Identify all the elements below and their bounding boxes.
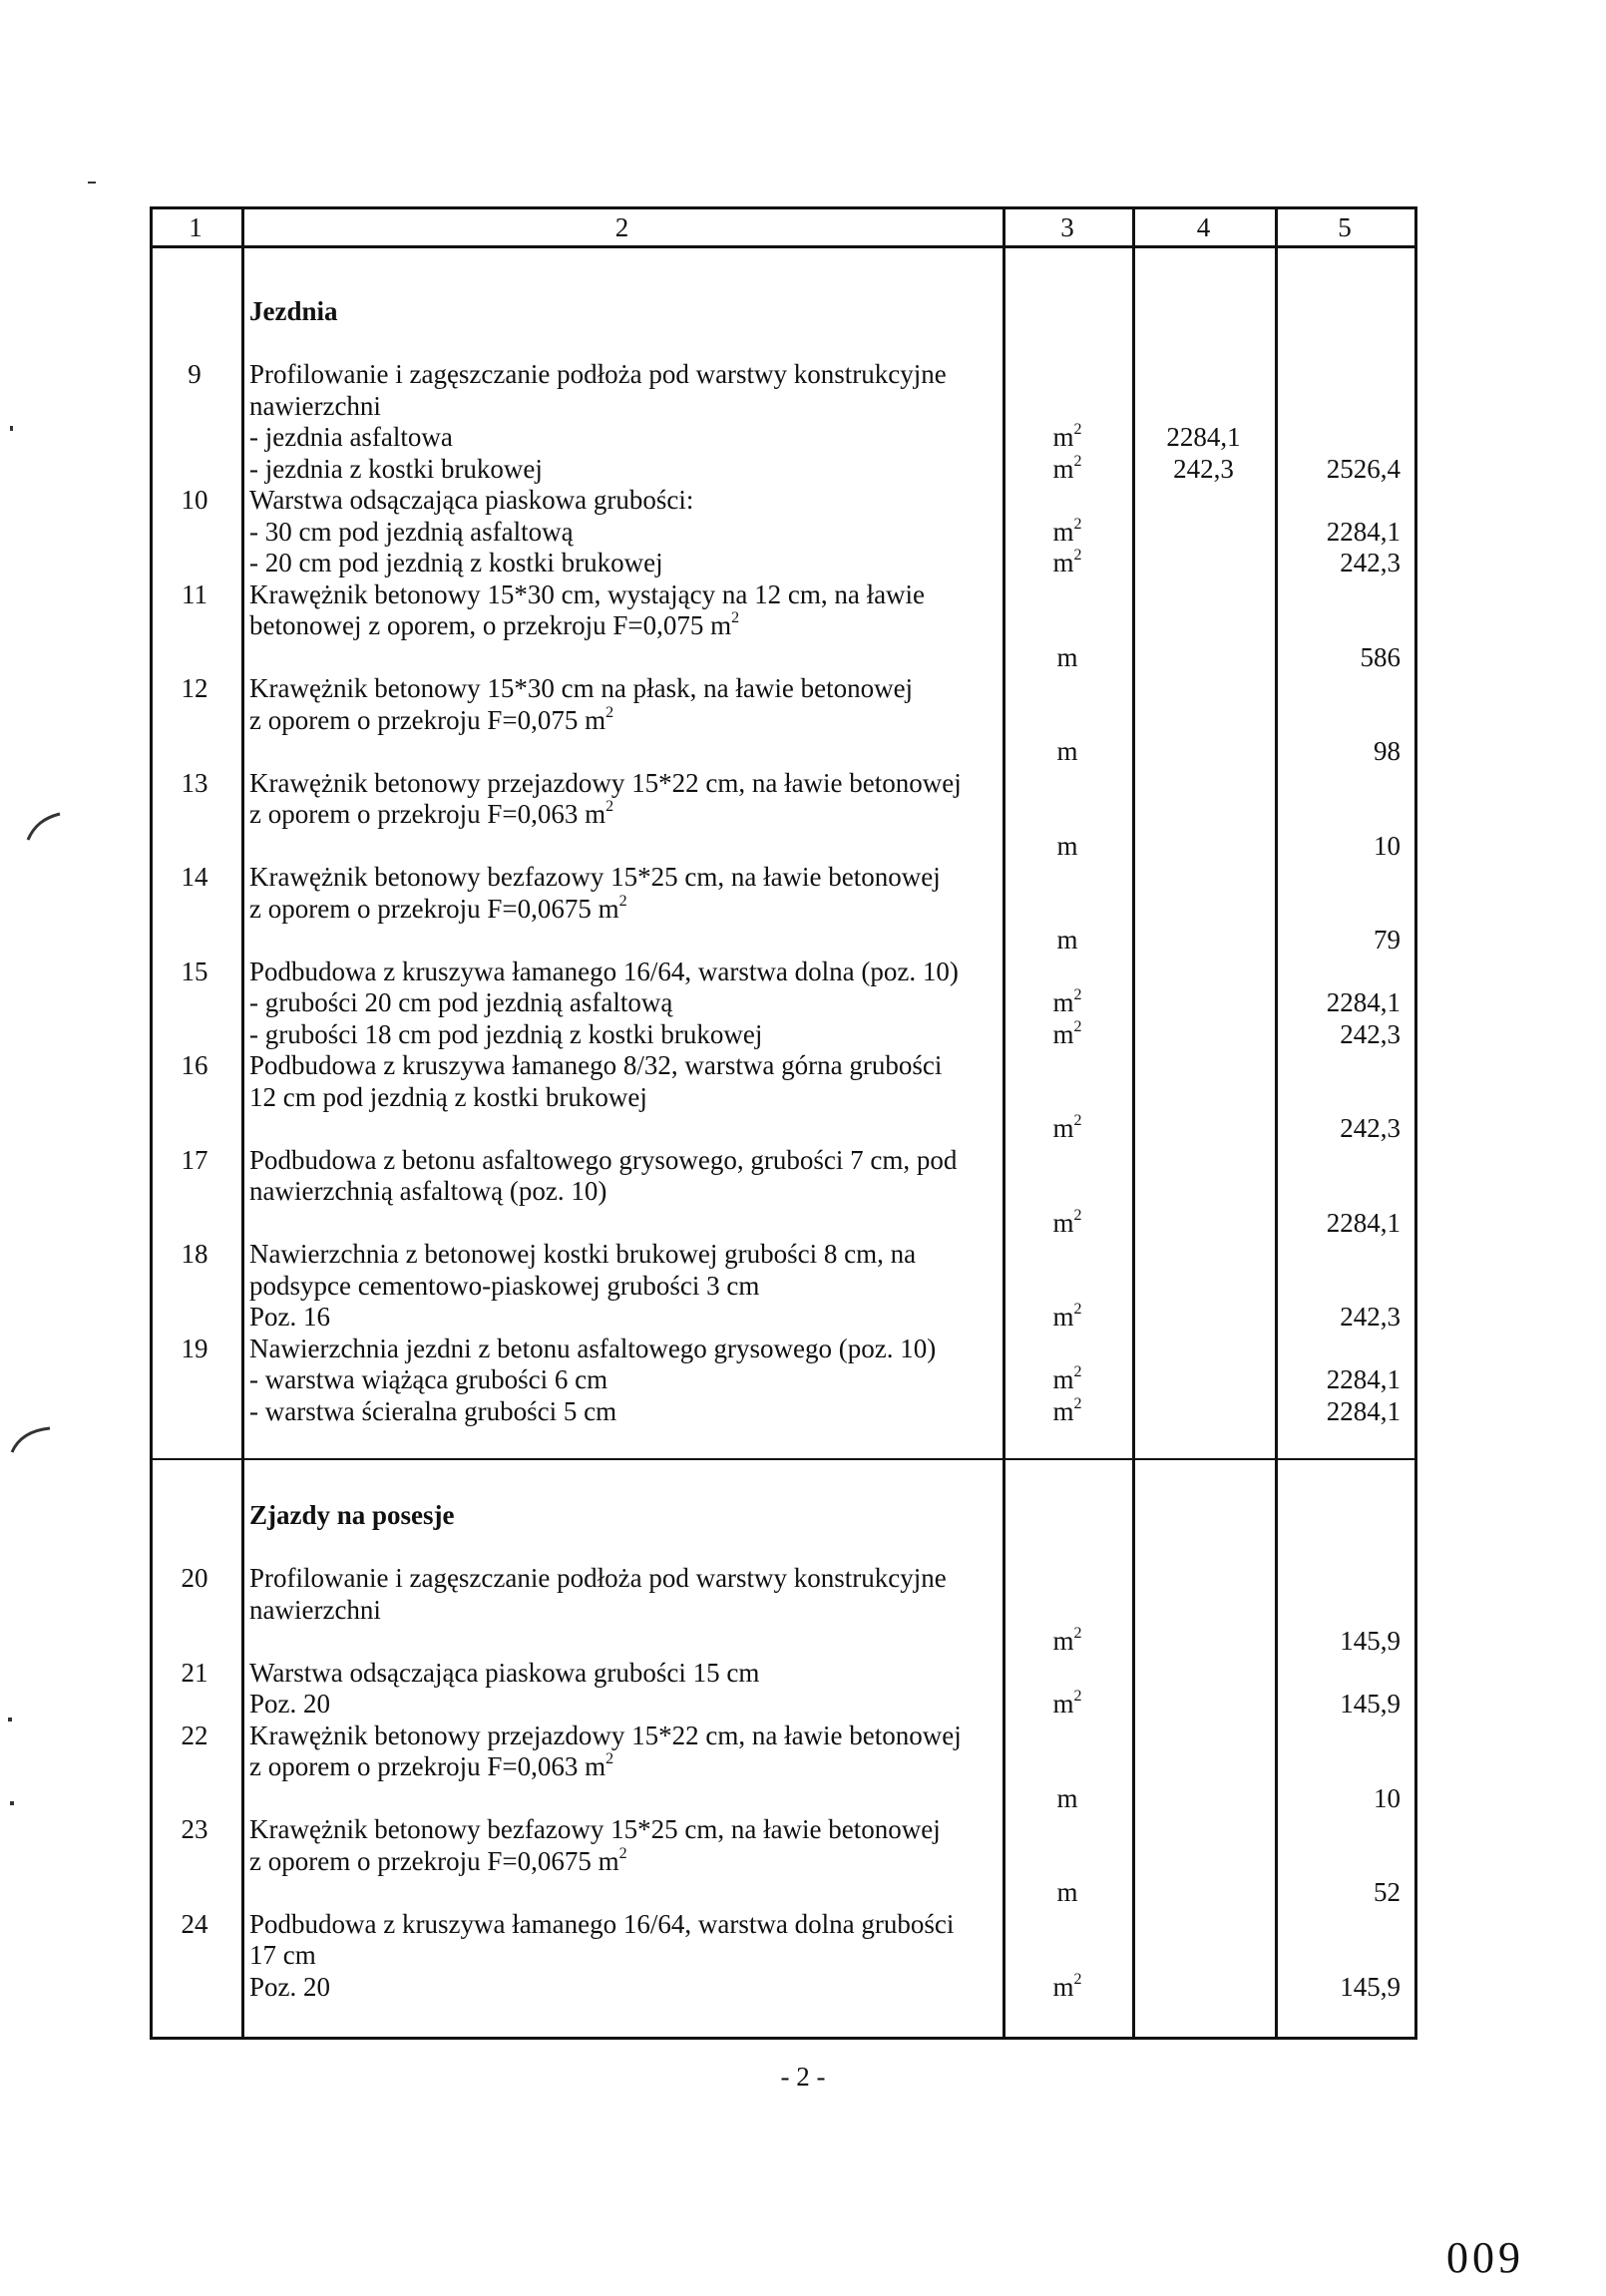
item-number: 22 [181, 1721, 208, 1750]
cell-text: m [1052, 1396, 1074, 1426]
quantity-total: 242,3 [1340, 1302, 1401, 1332]
cell-text: m [1052, 454, 1074, 484]
quantity-total: 52 [1374, 1877, 1401, 1907]
column-rule-4 [1275, 206, 1278, 2040]
scan-mark [8, 1420, 54, 1454]
column-header-2: 2 [614, 212, 629, 242]
section-title: Zjazdy na posesje [249, 1500, 455, 1530]
column-rule-3 [1132, 206, 1135, 2040]
superscript: 2 [1073, 1207, 1082, 1224]
cell-text: m [1052, 1972, 1074, 2002]
unit-cell: m [1056, 736, 1078, 766]
superscript: 2 [605, 1750, 614, 1767]
item-number: 13 [181, 768, 208, 798]
item-description: Profilowanie i zagęszczanie podłoża pod warstwy konstrukcyjne [249, 359, 947, 389]
item-description: Warstwa odsączająca piaskowa grubości: [249, 485, 694, 515]
item-description: Warstwa odsączająca piaskowa grubości 15 cm [249, 1658, 760, 1688]
unit-cell: m [1056, 1877, 1078, 1907]
item-description: - grubości 20 cm pod jezdnią asfaltową [249, 987, 673, 1017]
item-description: - jezdnia asfaltowa [249, 422, 453, 452]
superscript: 2 [1073, 1112, 1082, 1129]
item-number: 14 [181, 862, 208, 892]
item-description: - grubości 18 cm pod jezdnią z kostki brukowej [249, 1019, 763, 1049]
cell-text: betonowej z oporem, o przekroju F=0,075 m [249, 610, 732, 640]
scan-mark [88, 182, 96, 184]
superscript: 2 [605, 704, 614, 721]
quantity-total: 10 [1374, 1783, 1401, 1813]
item-number: 11 [182, 579, 207, 609]
cell-text: m [1052, 1364, 1074, 1394]
item-description: Nawierzchnia z betonowej kostki brukowej grubości 8 cm, na [249, 1239, 917, 1269]
item-number: 9 [188, 359, 201, 389]
superscript: 2 [1073, 1395, 1082, 1412]
unit-cell [1010, 547, 1124, 578]
quantity-total: 2284,1 [1326, 1396, 1401, 1426]
unit-cell [1010, 1395, 1124, 1427]
item-description: - warstwa wiążąca grubości 6 cm [249, 1364, 608, 1394]
item-description: - 30 cm pod jezdnią asfaltową [249, 517, 574, 547]
item-description: Podbudowa z betonu asfaltowego grysowego, grubości 7 cm, pod [249, 1145, 958, 1175]
cell-text: m [1052, 1113, 1074, 1143]
item-description: - warstwa ścieralna grubości 5 cm [249, 1396, 617, 1426]
scan-mark [24, 806, 64, 842]
unit-cell [1010, 1688, 1124, 1720]
item-number: 24 [181, 1909, 208, 1939]
item-description: Poz. 20 [249, 1972, 330, 2002]
table-border-top [150, 206, 1414, 209]
item-description [249, 1845, 627, 1877]
quantity-total: 2526,4 [1326, 454, 1401, 484]
item-number: 10 [181, 485, 208, 515]
quantity-partial: 2284,1 [1166, 422, 1241, 452]
item-description: Krawężnik betonowy bezfazowy 15*25 cm, na ławie betonowej [249, 862, 941, 892]
cell-text: m [1052, 987, 1074, 1017]
item-number: 17 [181, 1145, 208, 1175]
column-rule-0 [150, 206, 153, 2040]
item-description [249, 1750, 613, 1782]
superscript: 2 [1073, 1301, 1082, 1318]
archive-stamp-number: 009 [1446, 2233, 1524, 2282]
superscript: 2 [605, 798, 614, 815]
quantity-total: 79 [1374, 925, 1401, 955]
item-description: Krawężnik betonowy przejazdowy 15*22 cm, na ławie betonowej [249, 1721, 962, 1750]
unit-cell [1010, 1625, 1124, 1657]
item-number: 18 [181, 1239, 208, 1269]
quantity-partial: 242,3 [1173, 454, 1234, 484]
quantity-total: 2284,1 [1326, 987, 1401, 1017]
item-description [249, 704, 613, 736]
item-number: 19 [181, 1334, 208, 1363]
item-description: 12 cm pod jezdnią z kostki brukowej [249, 1082, 647, 1112]
quantity-total: 586 [1360, 642, 1401, 672]
item-description [249, 798, 613, 830]
column-header-1: 1 [189, 212, 202, 242]
item-number: 23 [181, 1814, 208, 1844]
item-description: Nawierzchnia jezdni z betonu asfaltowego grysowego (poz. 10) [249, 1334, 937, 1363]
unit-cell [1010, 1301, 1124, 1333]
item-description: Podbudowa z kruszywa łamanego 16/64, warstwa dolna (poz. 10) [249, 957, 959, 986]
cell-text: m [1052, 1689, 1074, 1719]
item-number: 16 [181, 1050, 208, 1080]
quantity-total: 145,9 [1340, 1626, 1401, 1656]
item-description: 17 cm [249, 1940, 316, 1970]
item-description: Krawężnik betonowy przejazdowy 15*22 cm, na ławie betonowej [249, 768, 962, 798]
quantity-total: 242,3 [1340, 1019, 1401, 1049]
cell-text: m [1052, 517, 1074, 547]
cell-text: m [1052, 422, 1074, 452]
item-description: Krawężnik betonowy 15*30 cm, wystający na 12 cm, na ławie [249, 579, 926, 609]
item-description: - jezdnia z kostki brukowej [249, 454, 543, 484]
superscript: 2 [1073, 421, 1082, 438]
column-header-3: 3 [1060, 212, 1074, 242]
cell-text: z oporem o przekroju F=0,063 m [249, 1751, 606, 1781]
unit-cell [1010, 1971, 1124, 2003]
superscript: 2 [1073, 547, 1082, 564]
scan-mark [10, 426, 13, 431]
superscript: 2 [1073, 1971, 1082, 1988]
item-description: Podbudowa z kruszywa łamanego 16/64, warstwa dolna grubości [249, 1909, 955, 1939]
unit-cell [1010, 1207, 1124, 1239]
cell-text: z oporem o przekroju F=0,075 m [249, 705, 606, 735]
superscript: 2 [1073, 1363, 1082, 1380]
item-number: 21 [181, 1658, 208, 1688]
item-description: podsypce cementowo-piaskowej grubości 3 cm [249, 1271, 760, 1301]
superscript: 2 [1073, 1018, 1082, 1035]
cell-text: z oporem o przekroju F=0,063 m [249, 799, 606, 829]
superscript: 2 [1073, 986, 1082, 1003]
item-description: Podbudowa z kruszywa łamanego 8/32, warstwa górna grubości [249, 1050, 943, 1080]
item-description [249, 893, 627, 925]
quantity-total: 2284,1 [1326, 1364, 1401, 1394]
quantity-total: 2284,1 [1326, 517, 1401, 547]
quantity-total: 98 [1374, 736, 1401, 766]
quantity-total: 2284,1 [1326, 1208, 1401, 1238]
unit-cell [1010, 986, 1124, 1018]
scan-mark [10, 1801, 14, 1805]
unit-cell [1010, 421, 1124, 453]
unit-cell: m [1056, 925, 1078, 955]
cell-text: m [1052, 1019, 1074, 1049]
item-description: Krawężnik betonowy bezfazowy 15*25 cm, na ławie betonowej [249, 1814, 941, 1844]
cell-text: m [1052, 548, 1074, 577]
superscript: 2 [1073, 453, 1082, 470]
unit-cell: m [1056, 642, 1078, 672]
column-header-4: 4 [1196, 212, 1211, 242]
item-description: Krawężnik betonowy 15*30 cm na płask, na ławie betonowej [249, 673, 914, 703]
unit-cell [1010, 516, 1124, 548]
item-description: Poz. 16 [249, 1302, 330, 1332]
unit-cell [1010, 1363, 1124, 1395]
cell-text: z oporem o przekroju F=0,0675 m [249, 1846, 619, 1876]
unit-cell [1010, 1112, 1124, 1144]
page-number: - 2 - [780, 2062, 826, 2092]
section-title: Jezdnia [249, 296, 338, 326]
superscript: 2 [618, 893, 627, 910]
superscript: 2 [1073, 1688, 1082, 1705]
column-rule-2 [1003, 206, 1005, 2040]
superscript: 2 [1073, 516, 1082, 533]
quantity-total: 145,9 [1340, 1689, 1401, 1719]
cell-text: m [1052, 1208, 1074, 1238]
item-description: Poz. 20 [249, 1689, 330, 1719]
cell-text: z oporem o przekroju F=0,0675 m [249, 894, 619, 924]
item-description: nawierzchni [249, 1595, 381, 1625]
table-border-bottom [150, 2037, 1414, 2040]
item-description: Profilowanie i zagęszczanie podłoża pod warstwy konstrukcyjne [249, 1563, 947, 1593]
superscript: 2 [618, 1845, 627, 1862]
superscript: 2 [1073, 1625, 1082, 1642]
item-description: nawierzchnią asfaltową (poz. 10) [249, 1176, 607, 1206]
quantity-total: 10 [1374, 831, 1401, 861]
header-rule [150, 245, 1414, 248]
item-number: 20 [181, 1563, 208, 1593]
cell-text: m [1052, 1302, 1074, 1332]
unit-cell: m [1056, 1783, 1078, 1813]
unit-cell [1010, 453, 1124, 485]
item-number: 15 [181, 957, 208, 986]
column-header-5: 5 [1338, 212, 1352, 242]
column-rule-1 [241, 206, 244, 2040]
item-description [249, 609, 739, 641]
item-number: 12 [181, 673, 208, 703]
quantity-total: 242,3 [1340, 548, 1401, 577]
section-divider [150, 1458, 1414, 1460]
item-description: nawierzchni [249, 391, 381, 421]
column-rule-5 [1414, 206, 1417, 2040]
quantity-total: 242,3 [1340, 1113, 1401, 1143]
cell-text: m [1052, 1626, 1074, 1656]
scan-mark [8, 1718, 12, 1722]
unit-cell [1010, 1018, 1124, 1050]
item-description: - 20 cm pod jezdnią z kostki brukowej [249, 548, 663, 577]
superscript: 2 [731, 609, 740, 626]
quantity-total: 145,9 [1340, 1972, 1401, 2002]
unit-cell: m [1056, 831, 1078, 861]
